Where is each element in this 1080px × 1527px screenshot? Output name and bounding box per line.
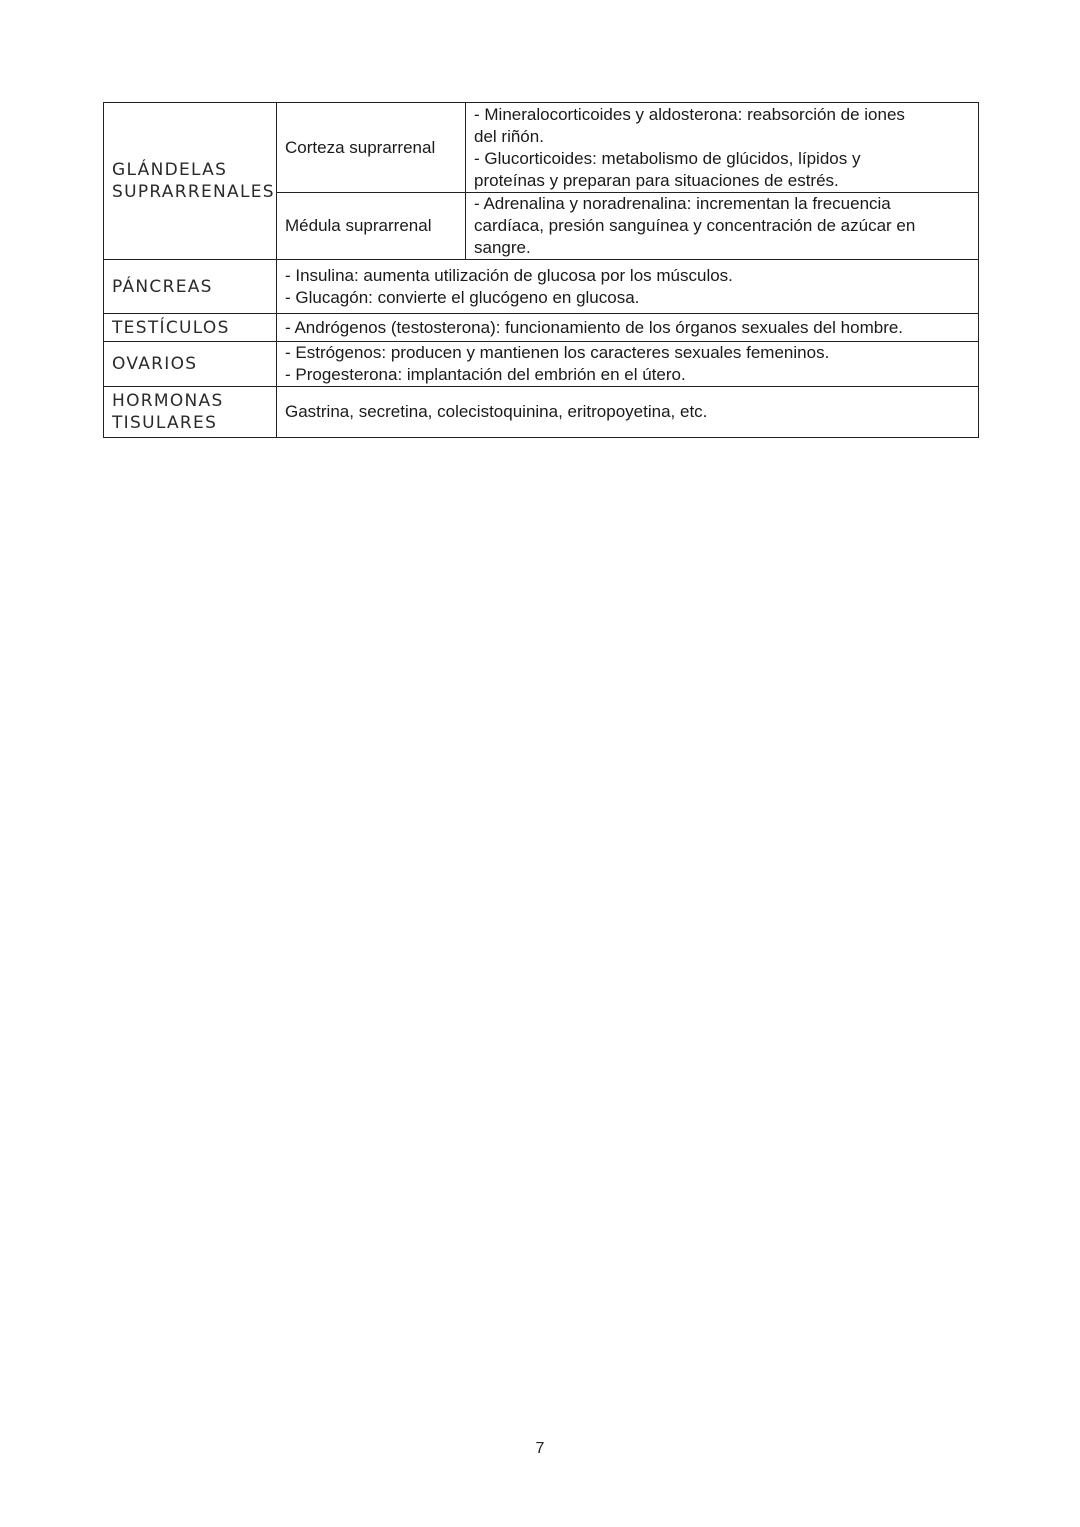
hormone-line: Gastrina, secretina, colecistoquinina, eritropoyetina, etc. <box>285 402 708 421</box>
hormone-line: del riñón. <box>474 126 544 146</box>
hormone-line: proteínas y preparan para situaciones de estrés. <box>474 170 839 190</box>
hormone-line: - Adrenalina y noradrenalina: incrementan la frecuencia <box>474 194 891 213</box>
table-row <box>104 103 979 193</box>
hormone-cell-medula <box>466 193 979 260</box>
gland-name-line: SUPRARRENALES <box>112 182 275 202</box>
hormone-line: sangre. <box>474 238 531 257</box>
subgland-cell-corteza: Corteza suprarrenal <box>277 103 466 193</box>
gland-cell-testiculos: TESTÍCULOS <box>104 314 277 342</box>
hormone-line: cardíaca, presión sanguínea y concentración de azúcar en <box>474 216 916 235</box>
gland-cell-tisulares <box>104 387 277 438</box>
hormone-line: - Mineralocorticoides y aldosterona: reabsorción de iones <box>474 104 905 124</box>
hormone-line: - Andrógenos (testosterona): funcionamiento de los órganos sexuales del hombre. <box>285 317 904 337</box>
table-row <box>104 387 979 438</box>
gland-cell-pancreas: PÁNCREAS <box>104 260 277 314</box>
hormone-cell-pancreas <box>277 260 979 314</box>
hormone-line: - Progesterona: implantación del embrión en el útero. <box>285 365 686 384</box>
hormone-line: - Insulina: aumenta utilización de glucosa por los músculos. <box>285 265 733 285</box>
gland-name-line: GLÁNDELAS <box>112 160 228 180</box>
hormone-cell-ovarios <box>277 342 979 387</box>
hormone-line: - Glucagón: convierte el glucógeno en glucosa. <box>285 287 640 307</box>
hormone-cell-tisulares <box>277 387 979 438</box>
page-number: 7 <box>535 1440 545 1457</box>
gland-name-line: TISULARES <box>112 413 218 433</box>
gland-name-line: HORMONAS <box>112 391 224 411</box>
hormone-cell-testiculos <box>277 314 979 342</box>
table-row <box>104 342 979 387</box>
subgland-cell-medula: Médula suprarrenal <box>277 193 466 260</box>
hormone-cell-corteza <box>466 103 979 193</box>
gland-cell-suprarrenales <box>104 103 277 260</box>
table-row <box>104 260 979 314</box>
hormones-table <box>103 102 979 438</box>
gland-cell-ovarios: OVARIOS <box>104 342 277 387</box>
hormone-line: - Glucorticoides: metabolismo de glúcidos, lípidos y <box>474 148 861 168</box>
table-row <box>104 314 979 342</box>
hormone-line: - Estrógenos: producen y mantienen los caracteres sexuales femeninos. <box>285 343 830 362</box>
